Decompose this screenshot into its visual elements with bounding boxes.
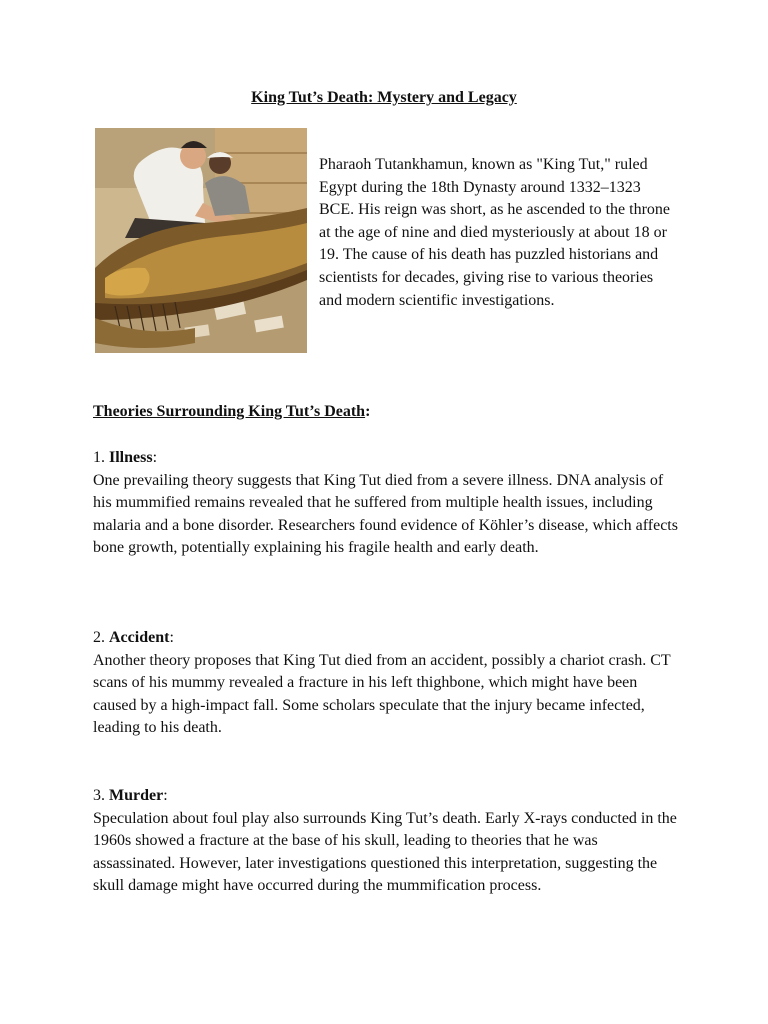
theory-name: Illness [109,449,153,466]
tomb-photo [95,128,307,353]
theory-name: Accident [109,629,170,646]
section-heading [93,402,370,422]
theory-name: Murder [109,787,164,804]
intro-paragraph: Pharaoh Tutankhamun, known as "King Tut," ruled Egypt during the 18th Dynasty around 1332–1323 BCE. His reign was short, as he ascended to the throne at the age of nine and died mysteriously at about 18 or 19. The cause of his death has puzzled historians and scientists for decades, giving rise to various theories and modern scientific investigations. [319,156,671,309]
theory-body: One prevailing theory suggests that King Tut died from a severe illness. DNA analysis of his mummified remains revealed that he suffered from multiple health issues, including malaria and a bone disorder. Researchers found evidence of Köhler’s disease, which affects bone growth, potentially explaining his fragile health and early death. [93,471,678,557]
theory-colon: : [152,449,158,466]
section-heading-colon: : [365,403,371,420]
theory-illness [93,447,683,560]
theory-accident [93,627,683,740]
theory-murder [93,785,683,898]
theory-colon: : [163,787,168,804]
theory-heading [93,447,683,470]
theory-number: 1. [93,449,105,466]
theory-body: Speculation about foul play also surrounds King Tut’s death. Early X-rays conducted in the 1960s showed a fracture at the base of his skull, leading to theories that he was assassinated. However, later investigations questioned this interpretation, suggesting the skull damage might have occurred during the mummification process. [93,809,677,895]
document-title: King Tut’s Death: Mystery and Legacy [251,89,517,106]
theory-colon: : [169,629,174,646]
theory-number: 3. [93,787,105,804]
theory-heading [93,785,683,808]
section-heading-text: Theories Surrounding King Tut’s Death [93,403,366,420]
theory-number: 2. [93,629,105,646]
theory-body: Another theory proposes that King Tut died from an accident, possibly a chariot crash. CT scans of his mummy revealed a fracture in his left thighbone, which might have been caused by a high-impact fall. Some scholars speculate that the injury became infected, leading to his death. [93,651,671,737]
theory-heading [93,627,683,650]
